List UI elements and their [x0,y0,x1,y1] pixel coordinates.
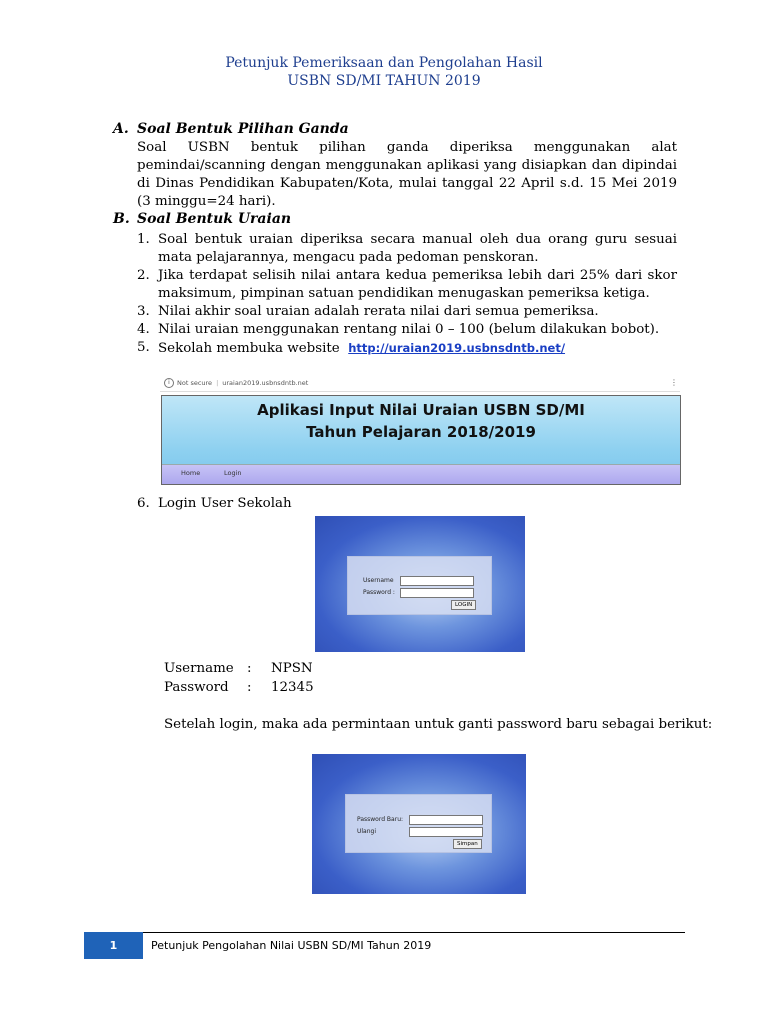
section-b-list [137,231,677,358]
password-input[interactable] [400,588,474,598]
url-text: uraian2019.usbnsdntb.net [222,379,309,387]
banner-title: Aplikasi Input Nilai Uraian USBN SD/MI [257,401,585,419]
nav-home[interactable]: Home [181,469,201,477]
step-6-text: Login User Sekolah [158,496,292,511]
change-password-screenshot [312,754,526,894]
section-a-letter: A. [113,121,129,137]
url-separator: | [216,379,219,387]
address-bar[interactable] [160,375,680,392]
more-menu-icon[interactable]: ⋮ [670,378,678,387]
step-6-number: 6. [137,496,150,511]
page-number: 1 [84,932,143,959]
section-a-heading [113,121,349,137]
section-b-title: Soal Bentuk Uraian [137,211,292,227]
password-cred-colon: : [247,680,252,695]
username-cred-colon: : [247,661,252,676]
section-b-heading [113,211,291,227]
app-navbar [162,464,680,484]
step-6 [137,495,292,513]
password-cred-label: Password [164,680,229,695]
list-item [137,231,677,267]
username-label: Username [363,577,394,584]
after-login-text: Setelah login, maka ada permintaan untuk ganti password baru sebagai berikut: [164,717,713,732]
info-icon: i [164,378,174,388]
banner-subtitle: Tahun Pelajaran 2018/2019 [306,423,536,441]
change-password-form [345,794,492,853]
app-banner [161,395,681,485]
username-cred-value: NPSN [271,661,313,676]
list-item-number: 3. [137,304,150,319]
list-item-text: Sekolah membuka website [158,341,340,356]
list-item-number: 5. [137,340,150,355]
not-secure-label: Not secure [177,379,213,387]
document-subtitle: USBN SD/MI TAHUN 2019 [287,73,481,89]
username-cred-label: Username [164,661,234,676]
list-item-text: Jika terdapat selisih nilai antara kedua pemeriksa lebih dari 25% dari skor maksimum, pimpinan satuan pendidikan menugaskan pemeriksa ketiga. [158,268,677,301]
list-item-number: 4. [137,322,150,337]
nav-login[interactable]: Login [224,469,242,477]
list-item [137,339,677,358]
list-item [137,267,677,303]
username-input[interactable] [400,576,474,586]
browser-screenshot [160,375,680,485]
list-item-number: 1. [137,232,150,247]
list-item-text: Nilai uraian menggunakan rentang nilai 0 – 100 (belum dilakukan bobot). [158,322,660,337]
section-b-letter: B. [113,211,130,227]
login-screenshot [315,516,525,652]
footer-rule [84,932,685,933]
login-form [347,556,492,615]
repeat-password-input[interactable] [409,827,483,837]
save-button[interactable]: Simpan [453,839,482,849]
website-link[interactable]: http://uraian2019.usbnsdntb.net/ [348,341,566,355]
password-label: Password : [363,589,395,596]
document-title: Petunjuk Pemeriksaan dan Pengolahan Hasil [225,55,543,71]
section-a-title: Soal Bentuk Pilihan Ganda [137,121,349,137]
section-a-text: Soal USBN bentuk pilihan ganda diperiksa menggunakan alat pemindai/scanning dengan menggunakan aplikasi yang disiapkan dan dipindai di Dinas Pendidikan Kabupaten/Kota, mulai tanggal 22 April s.d. 15 Mei 2019 (3 minggu=24 hari). [137,140,677,209]
list-item-text: Soal bentuk uraian diperiksa secara manual oleh dua orang guru sesuai mata pelajarannya, mengacu pada pedoman penskoran. [158,232,677,265]
password-cred-value: 12345 [271,680,314,695]
repeat-password-label: Ulangi [357,828,377,835]
login-button[interactable]: LOGIN [451,600,476,610]
list-item-text: Nilai akhir soal uraian adalah rerata nilai dari semua pemeriksa. [158,304,599,319]
new-password-label: Password Baru: [357,816,404,823]
footer-text: Petunjuk Pengolahan Nilai USBN SD/MI Tahun 2019 [151,939,432,952]
list-item [137,303,677,321]
list-item-number: 2. [137,268,150,283]
list-item [137,321,677,339]
new-password-input[interactable] [409,815,483,825]
